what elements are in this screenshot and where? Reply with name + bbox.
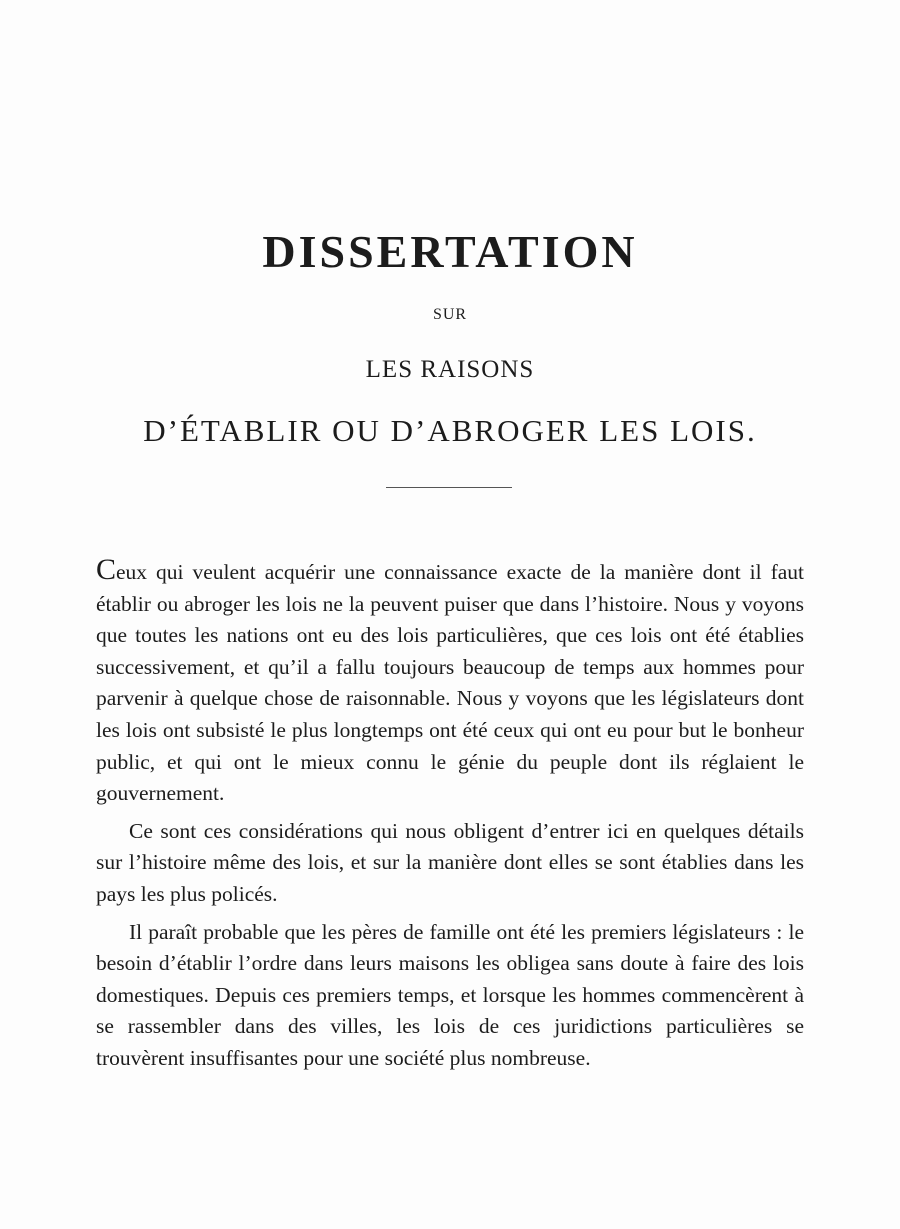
paragraph-1 [96, 554, 804, 810]
paragraph-1-text: eux qui veulent acquérir une connaissance exacte de la manière dont il faut établir ou abroger les lois ne la peuvent puiser que dans l’histoire. Nous y voyons que toutes les nations ont eu des lois particulières, que ces lois ont été établies successivement, et qu’il a fallu toujours beaucoup de temps aux hommes pour parvenir à quelque chose de raisonnable. Nous y voyons que les législateurs dont les lois ont subsisté le plus longtemps ont été ceux qui ont eu pour but le bonheur public, et qui ont le mieux connu le génie du peuple dont ils réglaient le gouvernement. [96, 560, 804, 806]
title-connector: SUR [432, 306, 468, 323]
subtitle-line-2: D’ÉTABLIR OU D’ABROGER LES LOIS. [143, 413, 757, 448]
page-title: DISSERTATION [262, 226, 638, 277]
paragraph-2: Ce sont ces considérations qui nous obligent d’entrer ici en quelques détails sur l’histoire même des lois, et sur la manière dont elles se sont établies dans les pays les plus policés. [96, 818, 804, 906]
paragraph-3: Il paraît probable que les pères de famille ont été les premiers législateurs : le besoin d’établir l’ordre dans leurs maisons les obligea sans doute à faire des lois domestiques. Depuis ces premiers temps, et lorsque les hommes commencèrent à se rassembler dans des villes, les lois de ces juridictions particulières se trouvèrent insuffisantes pour une société plus nombreuse. [96, 919, 804, 1070]
drop-cap-letter: C [96, 553, 117, 586]
body-text [96, 554, 804, 1081]
subtitle-line-1: LES RAISONS [365, 356, 535, 383]
title-divider [386, 487, 512, 488]
